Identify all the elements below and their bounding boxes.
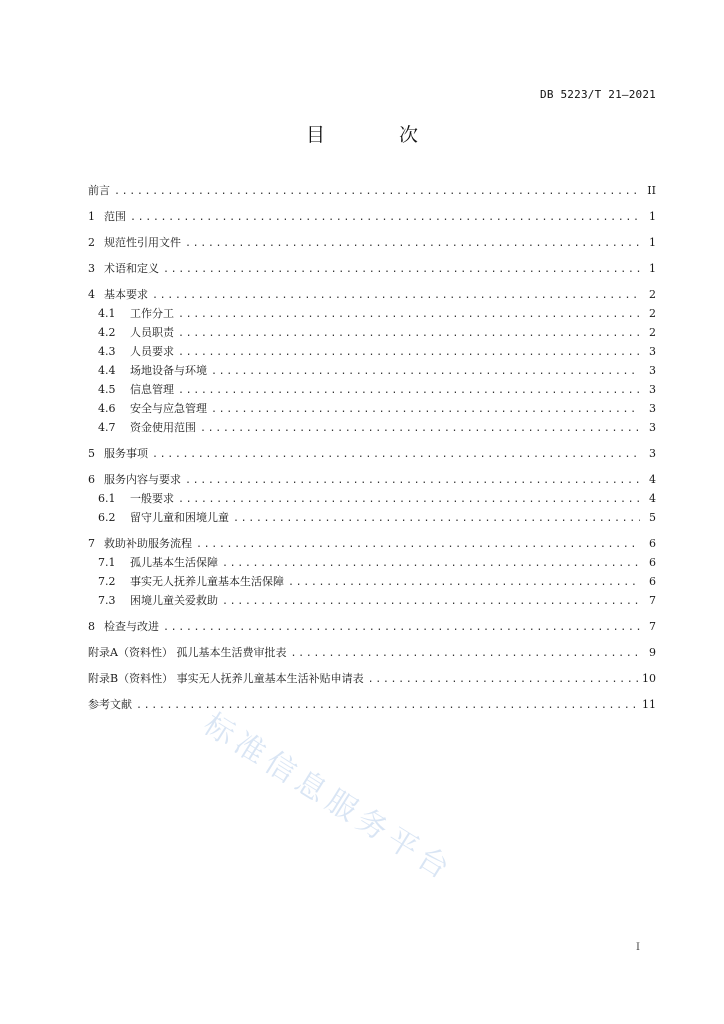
toc-dot-leader (368, 673, 638, 686)
toc-entry-number: 6.1 (98, 492, 116, 505)
toc-entry-number: 7.3 (98, 594, 116, 607)
toc-entry-number: 8 (88, 620, 95, 633)
toc-entry-number: 1 (88, 210, 95, 223)
toc-subentry[interactable] (88, 326, 656, 340)
toc-entry-page: 2 (649, 288, 656, 301)
toc-entry[interactable] (88, 698, 656, 712)
toc-entry-page: 10 (642, 672, 656, 685)
toc-entry-number: 4 (88, 288, 95, 301)
toc-entry-label: 资金使用范围 (130, 421, 196, 434)
toc-dot-leader (288, 576, 640, 589)
toc-dot-leader (130, 211, 640, 224)
toc-entry-page: 7 (649, 594, 656, 607)
toc-dot-leader (178, 346, 640, 359)
toc-subentry[interactable] (88, 345, 656, 359)
toc-entry-page: 4 (649, 492, 656, 505)
toc-dot-leader (178, 493, 640, 506)
toc-entry-page: 9 (649, 646, 656, 659)
toc-dot-leader (200, 422, 640, 435)
toc-entry-label: 附录B（资料性） 事实无人抚养儿童基本生活补贴申请表 (88, 672, 364, 685)
toc-dot-leader (163, 263, 640, 276)
toc-subentry[interactable] (88, 492, 656, 506)
toc-entry-page: 1 (649, 262, 656, 275)
toc-entry-number: 6.2 (98, 511, 116, 524)
toc-entry[interactable] (88, 262, 656, 276)
toc-dot-leader (196, 538, 640, 551)
toc-entry-number: 4.4 (98, 364, 116, 377)
toc-entry-page: 3 (649, 345, 656, 358)
toc-entry-number: 2 (88, 236, 95, 249)
toc-entry-page: 7 (649, 620, 656, 633)
toc-entry-page: 4 (649, 473, 656, 486)
toc-dot-leader (222, 557, 640, 570)
toc-entry-page: 3 (649, 383, 656, 396)
toc-entry-number: 4.5 (98, 383, 116, 396)
toc-entry-number: 7.2 (98, 575, 116, 588)
toc-entry-page: 11 (642, 698, 656, 711)
toc-dot-leader (178, 308, 640, 321)
toc-entry-number: 6 (88, 473, 95, 486)
toc-dot-leader (163, 621, 640, 634)
toc-entry[interactable] (88, 447, 656, 461)
toc-entry-page: 5 (649, 511, 656, 524)
toc-entry-label: 检查与改进 (104, 620, 159, 633)
toc-entry-page: 1 (649, 210, 656, 223)
page-number: I (636, 942, 640, 953)
toc-entry-page: 3 (649, 364, 656, 377)
toc-subentry[interactable] (88, 364, 656, 378)
toc-entry-label: 附录A（资料性） 孤儿基本生活费审批表 (88, 646, 287, 659)
toc-entry-label: 一般要求 (130, 492, 174, 505)
toc-entry-label: 困境儿童关爱救助 (130, 594, 218, 607)
toc-entry-number: 7 (88, 537, 95, 550)
toc-entry-label: 留守儿童和困境儿童 (130, 511, 229, 524)
toc-dot-leader (290, 647, 640, 660)
toc-entry-label: 救助补助服务流程 (104, 537, 192, 550)
toc-dot-leader (211, 365, 640, 378)
toc-entry-label: 信息管理 (130, 383, 174, 396)
toc-entry-label: 范围 (104, 210, 126, 223)
toc-entry-number: 4.1 (98, 307, 116, 320)
toc-entry-page: 3 (649, 447, 656, 460)
toc-entry[interactable] (88, 537, 656, 551)
toc-dot-leader (136, 699, 638, 712)
toc-entry[interactable] (88, 236, 656, 250)
toc-entry-page: 6 (649, 556, 656, 569)
toc-subentry[interactable] (88, 575, 656, 589)
table-of-contents (88, 184, 656, 712)
watermark-text: 标准信息服务平台 (197, 706, 460, 890)
toc-entry-number: 5 (88, 447, 95, 460)
toc-entry-label: 安全与应急管理 (130, 402, 207, 415)
toc-entry[interactable] (88, 672, 656, 686)
toc-dot-leader (233, 512, 640, 525)
toc-subentry[interactable] (88, 307, 656, 321)
toc-entry-page: 6 (649, 575, 656, 588)
toc-entry-page: 3 (649, 402, 656, 415)
toc-entry-page: 1 (649, 236, 656, 249)
toc-subentry[interactable] (88, 421, 656, 435)
toc-entry-label: 前言 (88, 184, 110, 197)
toc-entry-number: 4.2 (98, 326, 116, 339)
toc-dot-leader (152, 448, 640, 461)
toc-subentry[interactable] (88, 594, 656, 608)
toc-entry-label: 服务事项 (104, 447, 148, 460)
toc-entry-label: 参考文献 (88, 698, 132, 711)
toc-entry[interactable] (88, 473, 656, 487)
toc-entry-page: II (647, 184, 656, 197)
toc-dot-leader (178, 327, 640, 340)
toc-entry-page: 3 (649, 421, 656, 434)
toc-entry[interactable] (88, 288, 656, 302)
toc-entry-label: 工作分工 (130, 307, 174, 320)
toc-subentry[interactable] (88, 511, 656, 525)
toc-entry-label: 基本要求 (104, 288, 148, 301)
toc-entry[interactable] (88, 620, 656, 634)
toc-subentry[interactable] (88, 556, 656, 570)
toc-entry-label: 场地设备与环境 (130, 364, 207, 377)
toc-entry-label: 人员要求 (130, 345, 174, 358)
toc-entry-label: 人员职责 (130, 326, 174, 339)
toc-entry-number: 3 (88, 262, 95, 275)
toc-entry-number: 4.6 (98, 402, 116, 415)
toc-entry-number: 4.3 (98, 345, 116, 358)
toc-dot-leader (185, 474, 640, 487)
toc-entry[interactable] (88, 184, 656, 198)
toc-entry-page: 2 (649, 326, 656, 339)
toc-entry-label: 术语和定义 (104, 262, 159, 275)
toc-entry[interactable] (88, 210, 656, 224)
toc-dot-leader (185, 237, 640, 250)
toc-dot-leader (211, 403, 640, 416)
toc-dot-leader (178, 384, 640, 397)
page-title: 目 次 (305, 124, 453, 146)
toc-entry-page: 6 (649, 537, 656, 550)
toc-entry-label: 孤儿基本生活保障 (130, 556, 218, 569)
toc-dot-leader (152, 289, 640, 302)
toc-subentry[interactable] (88, 383, 656, 397)
toc-entry-number: 7.1 (98, 556, 116, 569)
toc-entry[interactable] (88, 646, 656, 660)
toc-dot-leader (114, 185, 640, 198)
toc-dot-leader (222, 595, 640, 608)
toc-entry-page: 2 (649, 307, 656, 320)
toc-subentry[interactable] (88, 402, 656, 416)
toc-entry-label: 规范性引用文件 (104, 236, 181, 249)
document-code: DB 5223/T 21—2021 (540, 88, 656, 101)
toc-entry-label: 服务内容与要求 (104, 473, 181, 486)
toc-entry-number: 4.7 (98, 421, 116, 434)
toc-entry-label: 事实无人抚养儿童基本生活保障 (130, 575, 284, 588)
